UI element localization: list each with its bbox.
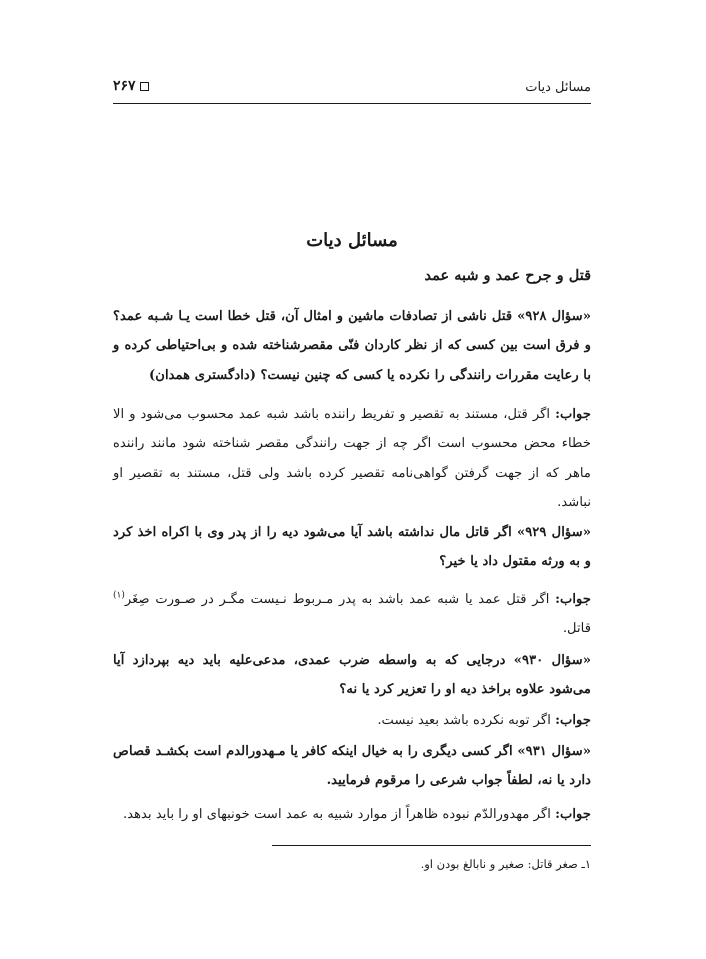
page-number <box>113 78 149 94</box>
running-header-title: مسائل دیات <box>525 80 591 95</box>
footnote-rule <box>272 845 591 846</box>
answer-928 <box>113 400 591 518</box>
section-heading: قتل و جرح عمد و شبه عمد <box>424 267 591 284</box>
running-header <box>113 76 591 100</box>
question-929: «سؤال ۹۲۹» اگر قاتل مال نداشته باشد آیا می‌شود دیه را از پدر وی با اکراه اخذ کرد و به ورثه مقتول داد یا خیر؟ <box>113 525 591 570</box>
chapter-title: مسائل دیات <box>306 230 398 251</box>
question-931: «سؤال ۹۳۱» اگر کسی دیگری را به خیال اینکه کافر یا مـهدورالدم است بکشـد قصاص دارد یا نه، لطفاً جواب شرعی را مرقوم فرمایید. <box>113 744 591 789</box>
answer-text: اگر قتل، مستند به تقصیر و تفریط راننده باشد شبه عمد محسوب می‌شود و الا خطاء محض محسوب است اگر چه از جهت رانندگی مقصر شناخته شود مانند راننده ماهر که از جهت گرفتن گواهی‌نامه تقصیر کرده باشد ولی قتل، مستند به تقصیر او نباشد. <box>113 407 591 511</box>
answer-label: جواب: <box>555 713 591 728</box>
answer-text-end: قاتل. <box>562 621 591 637</box>
answer-label: جواب: <box>555 407 591 422</box>
answer-text: اگر مهدورالدّم نبوده ظاهراً از موارد شبیه به عمد است خونبهای او را باید بدهد. <box>122 807 551 822</box>
answer-text: اگر قتل عمد یا شبه عمد باشد به پدر مـربوط نـیست مگـر در صـورت صِغَر <box>124 592 550 607</box>
answer-931 <box>113 800 591 829</box>
footnote: ۱ـ صغر قاتل: صغیر و نابالغ بودن او. <box>420 857 591 871</box>
answer-label: جواب: <box>555 807 591 822</box>
answer-930 <box>113 706 591 735</box>
answer-text: اگر توبه نکرده باشد بعید نیست. <box>377 713 551 728</box>
square-bullet-icon <box>140 82 149 91</box>
answer-929 <box>113 585 591 644</box>
answer-label: جواب: <box>555 592 591 607</box>
header-rule <box>113 103 591 104</box>
question-930: «سؤال ۹۳۰» درجایی که به واسطه ضرب عمدی، مدعی‌علیه باید دیه بپردازد آیا می‌شود علاوه براخذ دیه او را تعزیر کرد یا نه؟ <box>113 653 591 698</box>
footnote-marker: (۱) <box>113 590 125 601</box>
page-number-value: ۲۶۷ <box>113 78 136 94</box>
question-928: «سؤال ۹۲۸» قتل ناشی از تصادفات ماشین و امثال آن، قتل خطا است یـا شـبه عمد؟ و فرق است بین کسی که از نظر کاردان فنّی مقصرشناخته شده و بی‌احتیاطی کرده و با رعایت مقررات رانندگی را نکرده یا کسی که چنین نیست؟ (دادگستری همدان) <box>113 309 591 383</box>
